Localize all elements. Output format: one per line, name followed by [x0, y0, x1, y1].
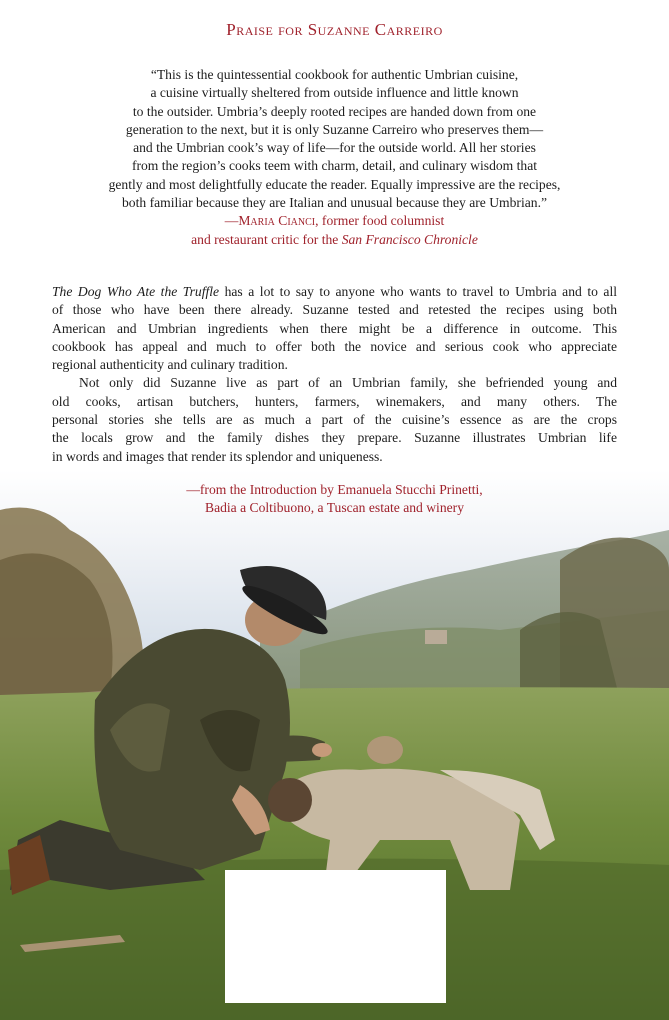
quote-line: and the Umbrian cook’s way of life—for the outside world. All her stories: [133, 140, 536, 156]
praise-heading: Praise for Suzanne Carreiro: [226, 20, 443, 39]
quote-line: generation to the next, but it is only Suzanne Carreiro who preserves them—: [125, 121, 544, 137]
body-line: of those who have been there already. Suzanne tested and retested the recipes using both: [52, 302, 617, 318]
quote-publication: San Francisco Chronicle: [341, 231, 478, 247]
body-line: American and Umbrian ingredients when there might be a difference in outcome. This: [52, 320, 617, 336]
barcode-area: [225, 870, 446, 1003]
body-line: cookbook has appeal and much to offer both the novice and serious cook who appreciate: [52, 338, 617, 354]
body-line: [52, 283, 617, 301]
quote-author: —Maria Cianci,: [224, 213, 319, 229]
body-line: the locals grow and the family dishes they prepare. Suzanne illustrates Umbrian life: [52, 430, 617, 446]
quote-line: to the outsider. Umbria’s deeply rooted recipes are handed down from one: [132, 103, 537, 119]
body-text: has a lot to say to anyone who wants to travel to Umbria and to all: [219, 284, 617, 299]
quote-line: “This is the quintessential cookbook for authentic Umbrian cuisine,: [150, 67, 519, 82]
quote-attribution: [40, 212, 629, 230]
praise-quote: [40, 66, 629, 249]
intro-attribution-line1: —from the Introduction by Emanuela Stucchi Prinetti,: [186, 482, 483, 497]
intro-attribution: [0, 481, 669, 518]
body-line: Not only did Suzanne live as part of an Umbrian family, she befriended young and: [79, 375, 617, 391]
quote-author-role2: and restaurant critic for the: [191, 231, 342, 247]
quote-line: a cuisine virtually sheltered from outside influence and little known: [150, 85, 519, 101]
body-line: regional authenticity and culinary tradition.: [52, 357, 288, 373]
book-title: The Dog Who Ate the Truffle: [52, 284, 220, 299]
body-line: old cooks, artisan butchers, hunters, farmers, winemakers, and many others. The: [52, 393, 617, 409]
quote-line: from the region’s cooks teem with charm, detail, and culinary wisdom that: [131, 158, 538, 174]
body-line: in words and images that render its splendor and uniqueness.: [52, 448, 383, 464]
book-description: [52, 283, 617, 466]
quote-line: both familiar because they are Italian and unusual because they are Umbrian.”: [122, 195, 547, 211]
quote-line: gently and most delightfully educate the reader. Equally impressive are the recipes,: [108, 176, 561, 192]
body-line: personal stories she tells are as much a part of the cuisine’s essence as are the crops: [52, 412, 617, 428]
quote-author-role: former food columnist: [318, 213, 445, 229]
intro-attribution-line2: Badia a Coltibuono, a Tuscan estate and winery: [205, 500, 464, 516]
quote-attribution-line2: [40, 231, 629, 249]
